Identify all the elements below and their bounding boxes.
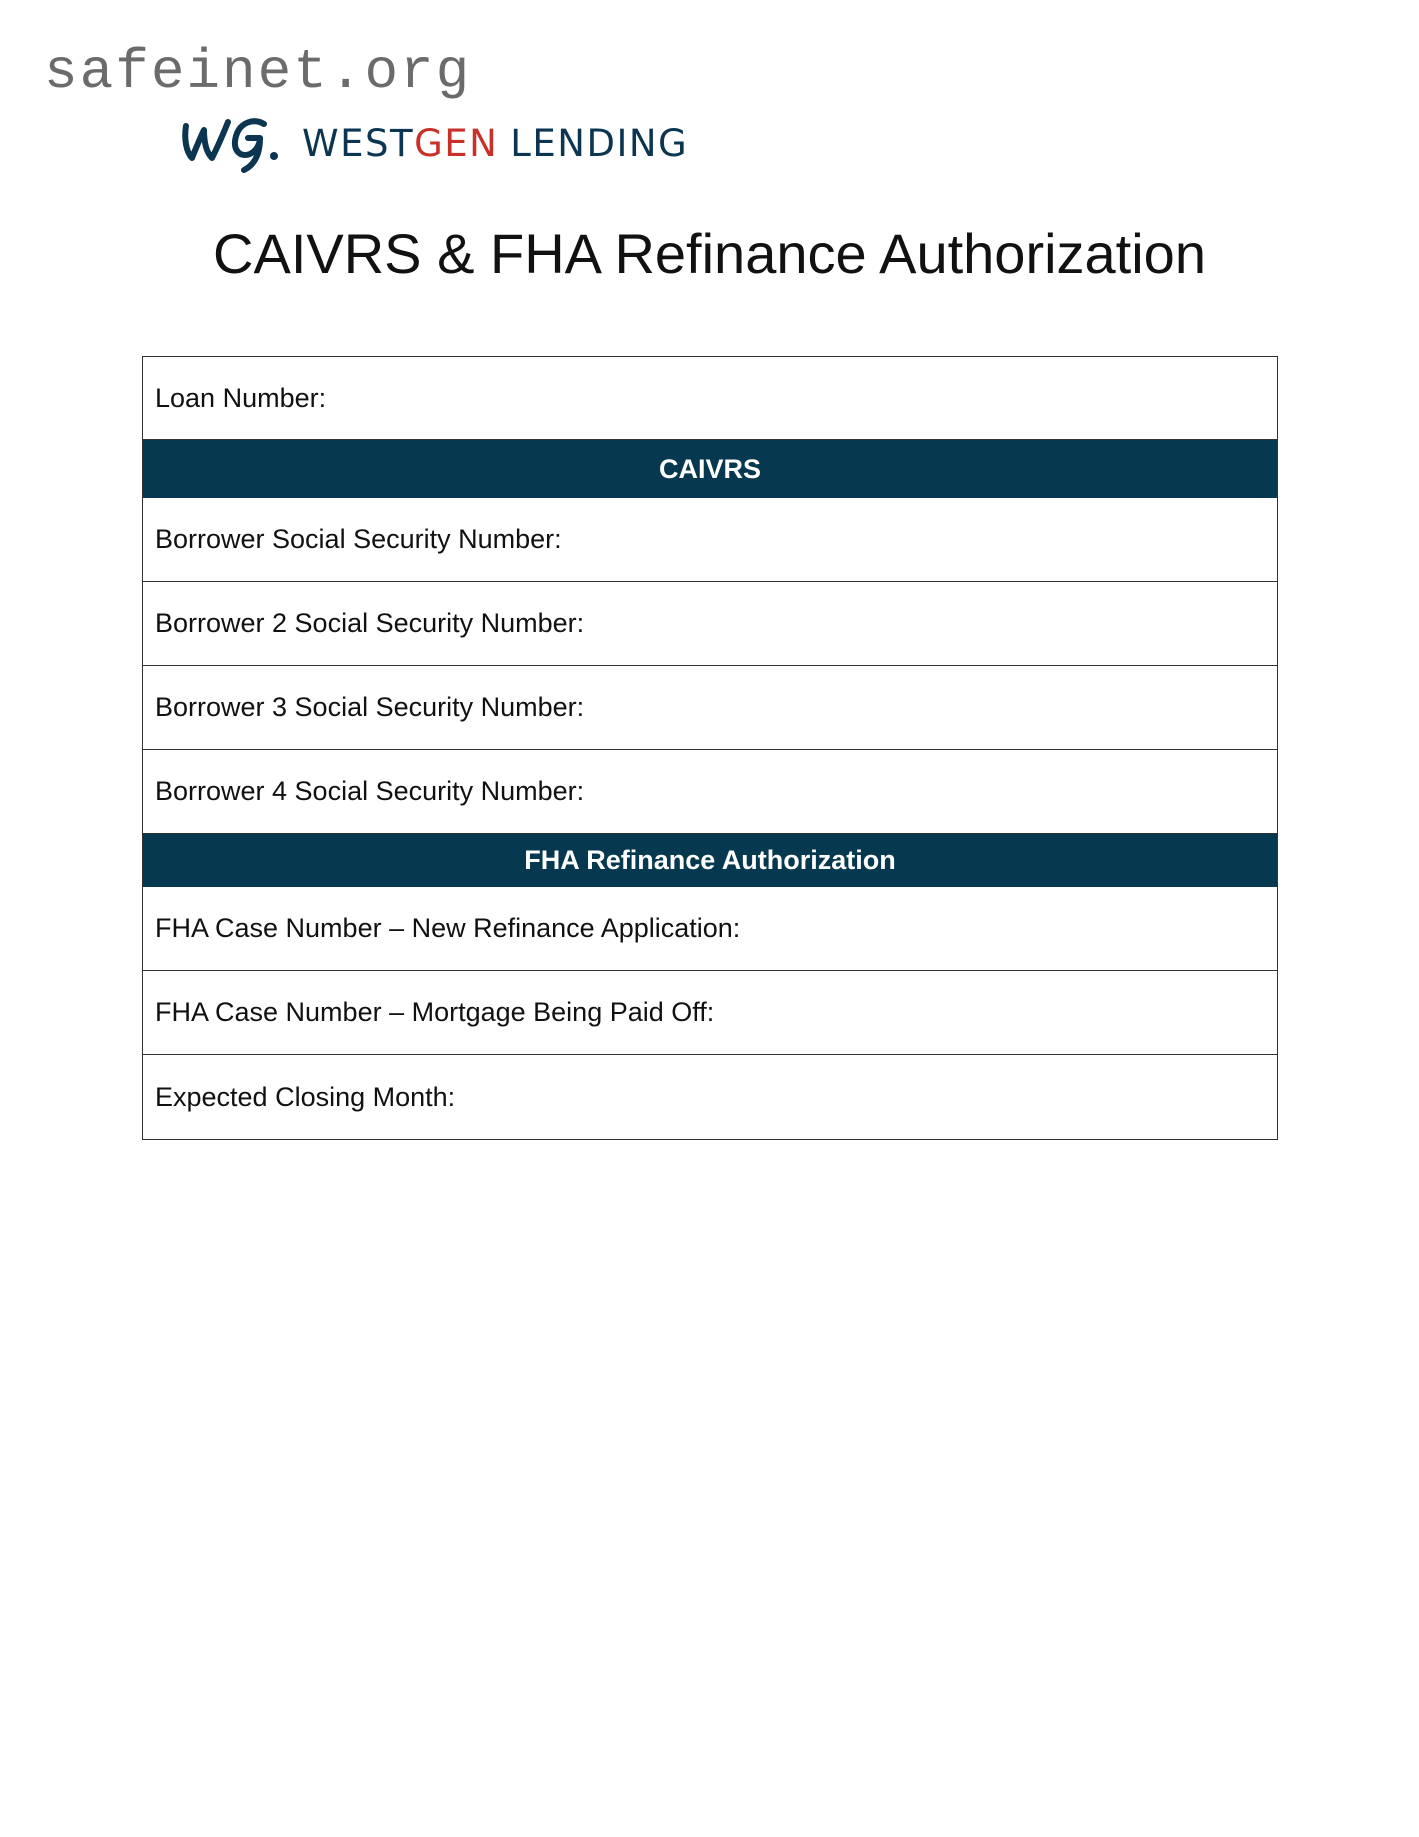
logo-word-west: WEST xyxy=(302,121,415,165)
borrower-ssn-row[interactable] xyxy=(143,498,1277,582)
borrower-4-ssn-label: Borrower 4 Social Security Number: xyxy=(155,776,585,806)
fha-section-header: FHA Refinance Authorization xyxy=(143,834,1277,887)
logo-wordmark xyxy=(302,121,689,165)
borrower-ssn-label: Borrower Social Security Number: xyxy=(155,524,562,554)
caivrs-section-header: CAIVRS xyxy=(143,440,1277,498)
expected-closing-month-row[interactable] xyxy=(143,1055,1277,1139)
wg-monogram-logo-icon xyxy=(178,108,288,178)
borrower-4-ssn-row[interactable] xyxy=(143,750,1277,834)
borrower-2-ssn-row[interactable] xyxy=(143,582,1277,666)
westgen-lending-logo xyxy=(178,108,688,178)
watermark-text: safeinet.org xyxy=(44,40,472,104)
fha-case-new-refinance-row[interactable] xyxy=(143,887,1277,971)
borrower-3-ssn-row[interactable] xyxy=(143,666,1277,750)
expected-closing-month-label: Expected Closing Month: xyxy=(155,1081,456,1112)
fha-case-paid-off-label: FHA Case Number – Mortgage Being Paid Off: xyxy=(155,997,715,1027)
authorization-form-table xyxy=(142,356,1278,1140)
fha-case-new-refinance-label: FHA Case Number – New Refinance Application: xyxy=(155,913,741,943)
logo-word-lending: LENDING xyxy=(510,121,689,165)
borrower-3-ssn-label: Borrower 3 Social Security Number: xyxy=(155,692,585,722)
loan-number-row[interactable] xyxy=(143,357,1277,440)
fha-case-paid-off-row[interactable] xyxy=(143,971,1277,1055)
borrower-2-ssn-label: Borrower 2 Social Security Number: xyxy=(155,608,585,638)
loan-number-label: Loan Number: xyxy=(155,382,327,413)
page-title: CAIVRS & FHA Refinance Authorization xyxy=(213,222,1206,285)
logo-word-gen: GEN xyxy=(414,121,499,165)
